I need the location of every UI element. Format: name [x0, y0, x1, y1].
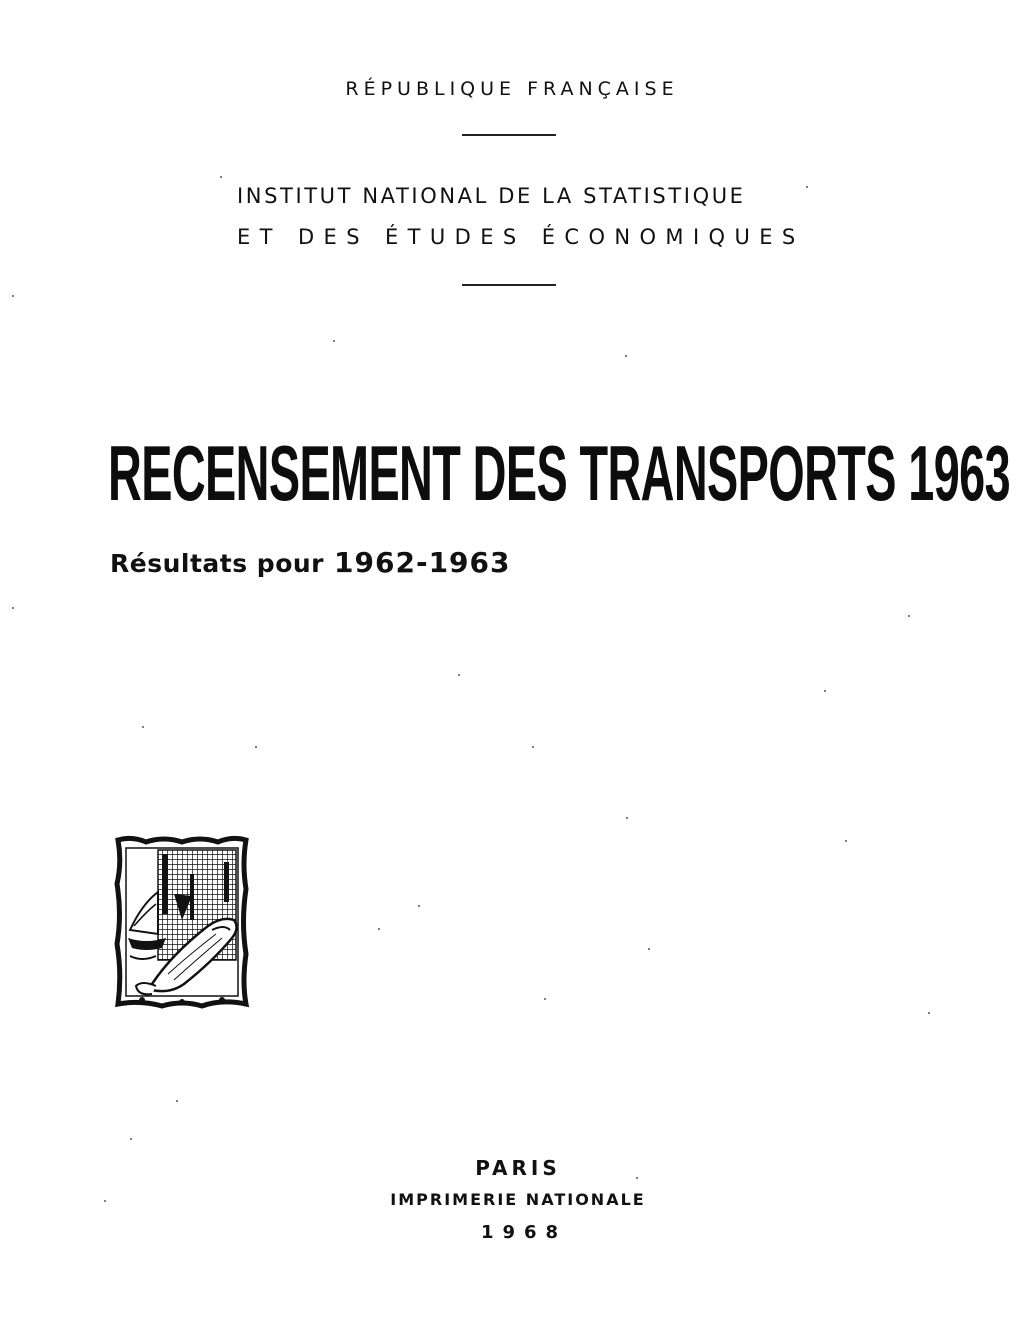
scan-speck: [824, 690, 826, 692]
republic-heading: RÉPUBLIQUE FRANÇAISE: [345, 78, 679, 100]
scan-speck: [532, 746, 534, 748]
scan-speck: [12, 607, 14, 609]
subtitle-years: 1962-1963: [334, 546, 511, 579]
document-subtitle: [110, 546, 511, 579]
scan-speck: [625, 355, 627, 357]
institute-name-line-2: ET DES ÉTUDES ÉCONOMIQUES: [237, 225, 805, 249]
scan-speck: [418, 905, 420, 907]
scan-speck: [636, 1177, 638, 1179]
scan-speck: [845, 840, 847, 842]
scan-speck: [458, 674, 460, 676]
scan-speck: [176, 1100, 178, 1102]
scan-speck: [928, 1012, 930, 1014]
insee-emblem-icon: [112, 834, 252, 1010]
scan-speck: [806, 186, 808, 188]
scan-speck: [333, 340, 335, 342]
scan-speck: [908, 615, 910, 617]
scan-speck: [626, 817, 628, 819]
imprint-year: 1968: [480, 1222, 568, 1243]
subtitle-text: Résultats pour: [110, 549, 325, 578]
scan-speck: [12, 295, 14, 297]
scan-speck: [104, 1200, 106, 1202]
scan-speck: [378, 928, 380, 930]
scan-speck: [544, 998, 546, 1000]
imprint-printer: IMPRIMERIE NATIONALE: [390, 1190, 646, 1209]
scan-speck: [142, 726, 144, 728]
divider-rule: [462, 284, 556, 286]
divider-rule: [462, 134, 556, 136]
scan-speck: [220, 176, 222, 178]
scan-speck: [130, 1138, 132, 1140]
scan-speck: [255, 746, 257, 748]
document-title: RECENSEMENT DES TRANSPORTS 1963: [108, 429, 1011, 517]
imprint-city: PARIS: [475, 1156, 561, 1180]
institute-name-line-1: INSTITUT NATIONAL DE LA STATISTIQUE: [237, 184, 746, 208]
scan-speck: [648, 948, 650, 950]
